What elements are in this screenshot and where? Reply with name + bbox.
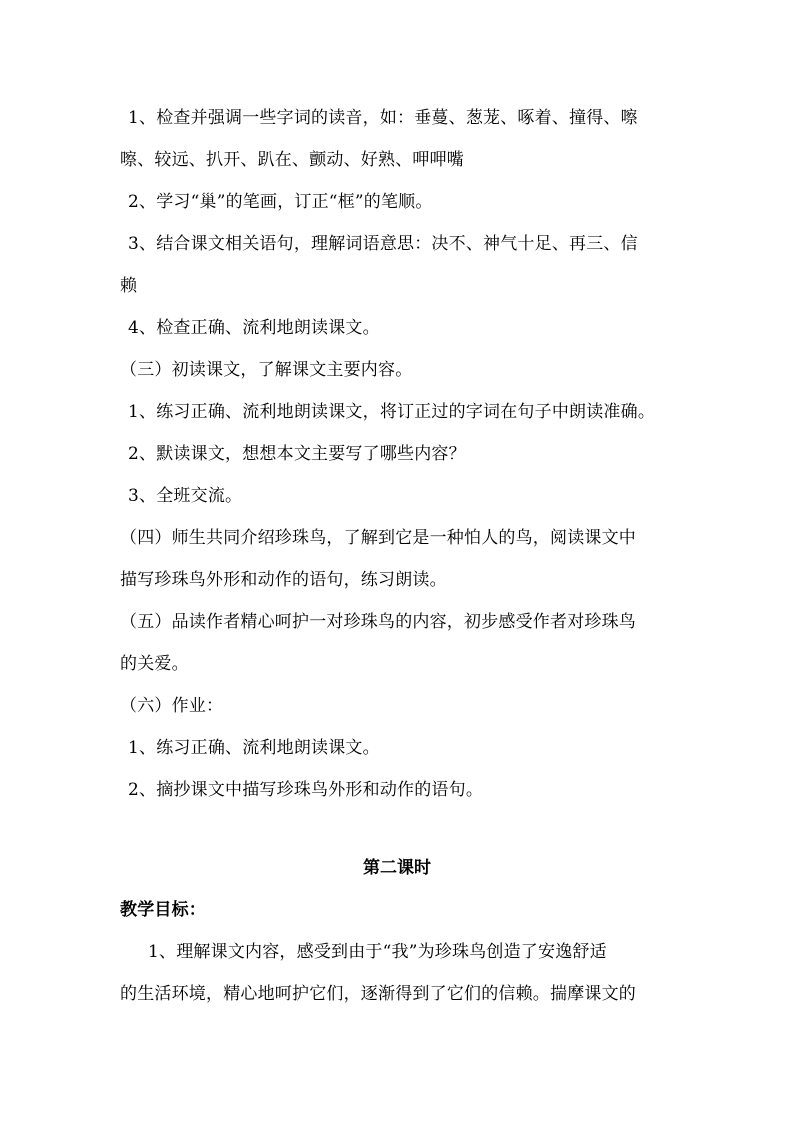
goal-line-2: 的生活环境，精心地呵护它们，逐渐得到了它们的信赖。揣摩课文的 bbox=[120, 984, 636, 1004]
text-line-17: 2、摘抄课文中描写珍珠鸟外形和动作的语句。 bbox=[128, 780, 484, 800]
text-line-12: 描写珍珠鸟外形和动作的语句，练习朗读。 bbox=[120, 570, 447, 590]
text-line-16: 1、练习正确、流利地朗读课文。 bbox=[128, 738, 380, 758]
text-line-1: 1、检查并强调一些字词的读音，如：垂蔓、葱茏、啄着、撞得、嚓 bbox=[128, 108, 638, 128]
text-line-3: 2、学习“巢”的笔画，订正“框”的笔顺。 bbox=[128, 192, 433, 212]
text-line-8: 1、练习正确、流利地朗读课文，将订正过的字词在句子中朗读准确。 bbox=[128, 402, 656, 422]
text-line-9: 2、默读课文，想想本文主要写了哪些内容？ bbox=[128, 444, 466, 464]
text-line-2: 嚓、较远、扒开、趴在、颤动、好熟、呷呷嘴 bbox=[120, 150, 464, 170]
text-line-15: （六）作业： bbox=[120, 696, 224, 716]
text-line-5: 赖 bbox=[120, 276, 138, 296]
goals-label: 教学目标： bbox=[120, 900, 206, 920]
text-line-6: 4、检查正确、流利地朗读课文。 bbox=[128, 318, 380, 338]
text-line-13: （五）品读作者精心呵护一对珍珠鸟的内容，初步感受作者对珍珠鸟 bbox=[120, 612, 636, 632]
text-line-7: （三）初读课文，了解课文主要内容。 bbox=[120, 360, 413, 380]
section-title: 第二课时 bbox=[363, 858, 431, 878]
text-line-10: 3、全班交流。 bbox=[128, 486, 243, 506]
text-line-4: 3、结合课文相关语句，理解词语意思：决不、神气十足、再三、信 bbox=[128, 234, 638, 254]
text-line-11: （四）师生共同介绍珍珠鸟，了解到它是一种怕人的鸟，阅读课文中 bbox=[120, 528, 636, 548]
text-line-14: 的关爱。 bbox=[120, 654, 189, 674]
goal-line-1: 1、理解课文内容，感受到由于“我”为珍珠鸟创造了安逸舒适 bbox=[148, 942, 607, 962]
